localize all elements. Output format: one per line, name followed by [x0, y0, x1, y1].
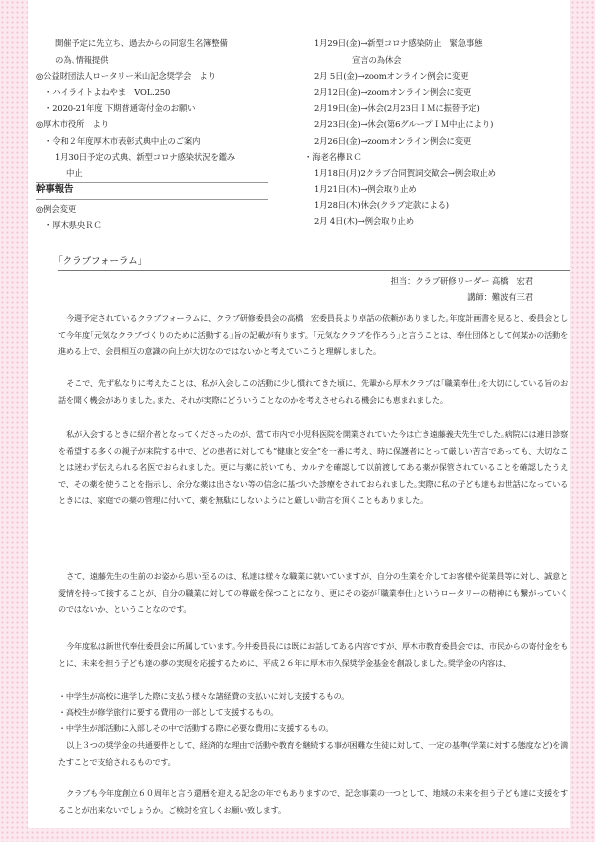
right-line-6: 2月23日(金)→休会(第6グループＩＭ中止により) — [314, 119, 494, 129]
forum-paragraph-1: 今週予定されているクラブフォーラムに、クラブ研修委員会の高橋 宏委員長より卓話の依頼がありました｡年度計画書を見ると、委員会として今年度｢元気なクラブづくりのために活動する｣旨の記載が有ります。｢元気なクラブを作ろう｣と言うことは、奉仕団体として何某かの活動を進める上で、会員相互の意識の向上が大切なのではないかと考えていこうと理解しました。 — [58, 313, 568, 356]
forum-bullet-3: ・中学生が部活動に入部しその中で活動する際に必要な費用に支援するもの。 — [58, 723, 334, 733]
forum-byline-1: 担当：クラブ研修リーダー 高橋 宏君 — [390, 276, 533, 286]
left-line-9: 中止 — [66, 168, 83, 178]
forum-paragraph-5: 今年度私は新世代奉仕委員会に所属しています｡今井委員長には既にお話してある内容ですが、厚木市教育委員会では、市民からの寄付金をもとに、未来を担う子ども達の夢の実現を応援するために、平成２６年に厚木市久保奨学金基金を創設しました｡奨学金の内容は、 — [58, 641, 568, 668]
section-rule-bottom — [36, 199, 268, 200]
left-line-4: ・ハイライトよねやま VOL.250 — [44, 87, 171, 97]
forum-paragraph-3: 私が入会するときに紹介者となってくださったのが、當て市内で小児科医院を開業されていた今は亡き遠藤義夫先生でした｡病院には連日診察を希望する多くの親子が来院する中で、どの患者に対しても“健康と安全”を一番に考え、時に保護者にとって厳しい苦言であっても、大切なことは迷わず伝えられる名医でおられました。更に与薬に於いても、カルテを確認して以前渡してある薬が保管されていることを確認したうえで、その薬を使うことを指示し、余分な薬は出さない等の信念に基づいた診療をされておられました｡実際に私の子ども達もお世話になっているときには、家庭での薬の管理に付いて、薬を無駄にしないようにと厳しい助言を頂くこともありました。 — [58, 429, 568, 505]
left-line-8: 1月30日予定の式典、新型コロナ感染状況を鑑み — [55, 152, 236, 162]
forum-bullet-2: ・高校生が修学旅行に要する費用の一部として支援するもの。 — [58, 707, 279, 717]
right-line-10: 1月21日(木)→例会取り止め — [314, 184, 417, 194]
forum-paragraph-6: 以上３つの奨学金の共通要件として、経済的な理由で活動や教育を継続する事が困難な生徒に対して、一定の基準(学業に対する態度など)を満たすことで支給されるものです。 — [58, 740, 568, 767]
left-line-11: ・厚木県央ＲＣ — [44, 220, 102, 230]
right-line-9: 1月18日(月)2クラブ合同賀詞交歓会→例会取止め — [314, 168, 496, 178]
forum-paragraph-7: クラブも今年度創立６０周年と言う還暦を迎える記念の年でもありますので、記念事業の一つとして、地域の未来を担う子ども達に支援をすることが出来ないでしょうか。ご検討を宜しくお願い致します。 — [58, 788, 568, 815]
right-line-2: 宣言の為休会 — [352, 55, 402, 65]
left-line-10: ◎例会変更 — [36, 204, 77, 214]
left-line-5: ・2020-21年度 下期普通寄付金のお願い — [44, 103, 196, 113]
right-line-8: ・海老名欅ＲＣ — [304, 152, 362, 162]
left-line-2: の為､情報提供 — [55, 55, 109, 65]
right-line-3: 2月 5日(金)→zoomオンライン例会に変更 — [314, 71, 469, 81]
section-rule-top — [36, 182, 268, 183]
right-line-4: 2月12日(金)→zoomオンライン例会に変更 — [314, 87, 472, 97]
left-line-6: ◎厚木市役所 より — [36, 119, 109, 129]
left-line-3: ◎公益財団法人ロータリー米山記念奨学会 より — [36, 71, 216, 81]
forum-byline-2: 講師：難波有三君 — [467, 292, 533, 302]
forum-title-rule — [58, 270, 570, 271]
right-line-1: 1月29日(金)→新型コロナ感染防止 緊急事態 — [314, 38, 483, 48]
left-line-7: ・令和２年度厚木市表彰式典中止のご案内 — [44, 136, 201, 146]
forum-paragraph-2: そこで、先ず私なりに考えたことは、私が入会しこの活動に少し慣れてきた頃に、先輩から厚木クラブは｢職業奉仕｣を大切にしている旨のお話を聞く機会がありました｡また、それが実際にどういうことなのかを考えさせられる機会にも恵まれました。 — [58, 378, 568, 405]
right-line-5: 2月19日(金)→休会(2月23日ＩＭに振替予定) — [314, 103, 480, 113]
right-line-12: 2月 4日(木)→例会取り止め — [314, 216, 414, 226]
forum-title: ｢クラブフォーラム｣ — [58, 256, 143, 267]
forum-paragraph-4: さて、遠藤先生の生前のお姿から思い至るのは、私達は様々な職業に就いていますが、自分の生業を介してお客様や従業員等に対し、誠意と愛情を持って接することが、自分の職業に対しての尊厳を保つことになり、更にその姿が｢職業奉仕｣というロータリーの精神にも繋がっていくのではないか、ということなのです。 — [58, 571, 568, 614]
section-title: 幹事報告 — [36, 184, 74, 195]
forum-bullet-1: ・中学生が高校に進学した際に支払う様々な諸経費の支払いに対し支援するもの。 — [58, 691, 350, 701]
right-line-7: 2月26日(金)→zoomオンライン例会に変更 — [314, 136, 472, 146]
right-line-11: 1月28日(木)休会(クラブ定款による) — [314, 200, 449, 210]
left-line-1: 開催予定に先立ち、過去からの同窓生名簿整備 — [55, 38, 228, 48]
